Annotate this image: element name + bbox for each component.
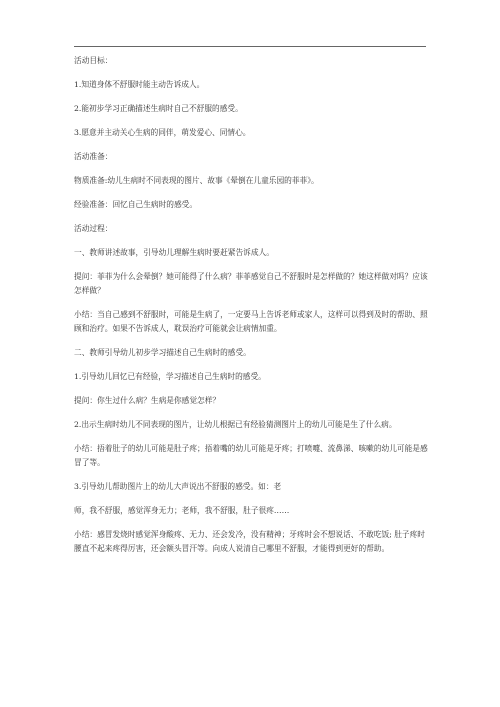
- section-two-step-1: 1.引导幼儿回忆已有经验，学习描述自己生病时的感受。: [74, 372, 266, 381]
- document-body: [74, 54, 430, 556]
- prep-experience: 经验准备：回忆自己生病时的感受。: [74, 200, 198, 209]
- section-one-title: 一、教师讲述故事，引导幼儿理解生病时要赶紧告诉成人。: [74, 248, 274, 257]
- section-two-step-3: 3.引导幼儿帮助图片上的幼儿大声说出不舒服的感受。如：老: [74, 482, 282, 491]
- goal-item-3: 3.愿意并主动关心生病的同伴，萌发爱心、同情心。: [74, 128, 251, 137]
- section-two-step-3-cont: 师，我不舒服，感觉浑身无力；老师，我不舒服，肚子很疼……: [74, 506, 290, 515]
- goal-item-2: 2.能初步学习正确描述生病时自己不舒服的感受。: [74, 104, 243, 113]
- header-rule: [74, 46, 426, 47]
- section-one-summary: 小结：当自己感到不舒服时，可能是生病了，一定要马上告诉老师或家人，这样可以得到及时的帮助、照顾和治疗。如果不告诉成人，耽误治疗可能就会让病情加重。: [74, 310, 428, 333]
- heading-activity-prep: 活动准备：: [74, 152, 113, 161]
- prep-materials: 物质准备:幼儿生病时不同表现的图片、故事《晕倒在儿童乐园的菲菲》。: [74, 176, 319, 185]
- section-two-summary-1: 小结：捂着肚子的幼儿可能是肚子疼；捂着嘴的幼儿可能是牙疼；打喷嚏、流鼻涕、咳嗽的幼儿可能是感冒了等。: [74, 444, 428, 467]
- goal-item-1: 1.知道身体不舒服时能主动告诉成人。: [74, 80, 205, 89]
- section-two-question: 提问：你生过什么病？生病是你感觉怎样？: [74, 396, 221, 405]
- section-one-question: 提问：菲菲为什么会晕倒？她可能得了什么病？菲菲感觉自己不舒服时是怎样做的？她这样做对吗？应该怎样做？: [74, 272, 428, 295]
- heading-activity-process: 活动过程：: [74, 224, 113, 233]
- heading-activity-goals: 活动目标：: [74, 56, 113, 65]
- section-two-step-2: 2.出示生病时幼儿不同表现的图片，让幼儿根据已有经验猜测图片上的幼儿可能是生了什么病。: [74, 420, 397, 429]
- section-two-title: 二、教师引导幼儿初步学习描述自己生病时的感受。: [74, 348, 251, 357]
- section-two-summary-2: 小结：感冒发烧时感觉浑身酸疼、无力、还会发冷，没有精神；牙疼时会不想说话、不敢吃饭; 肚子疼时腰直不起来疼得厉害，还会额头冒汗等。向成人说清自己哪里不舒服，才能得到更好的帮助。: [74, 530, 425, 553]
